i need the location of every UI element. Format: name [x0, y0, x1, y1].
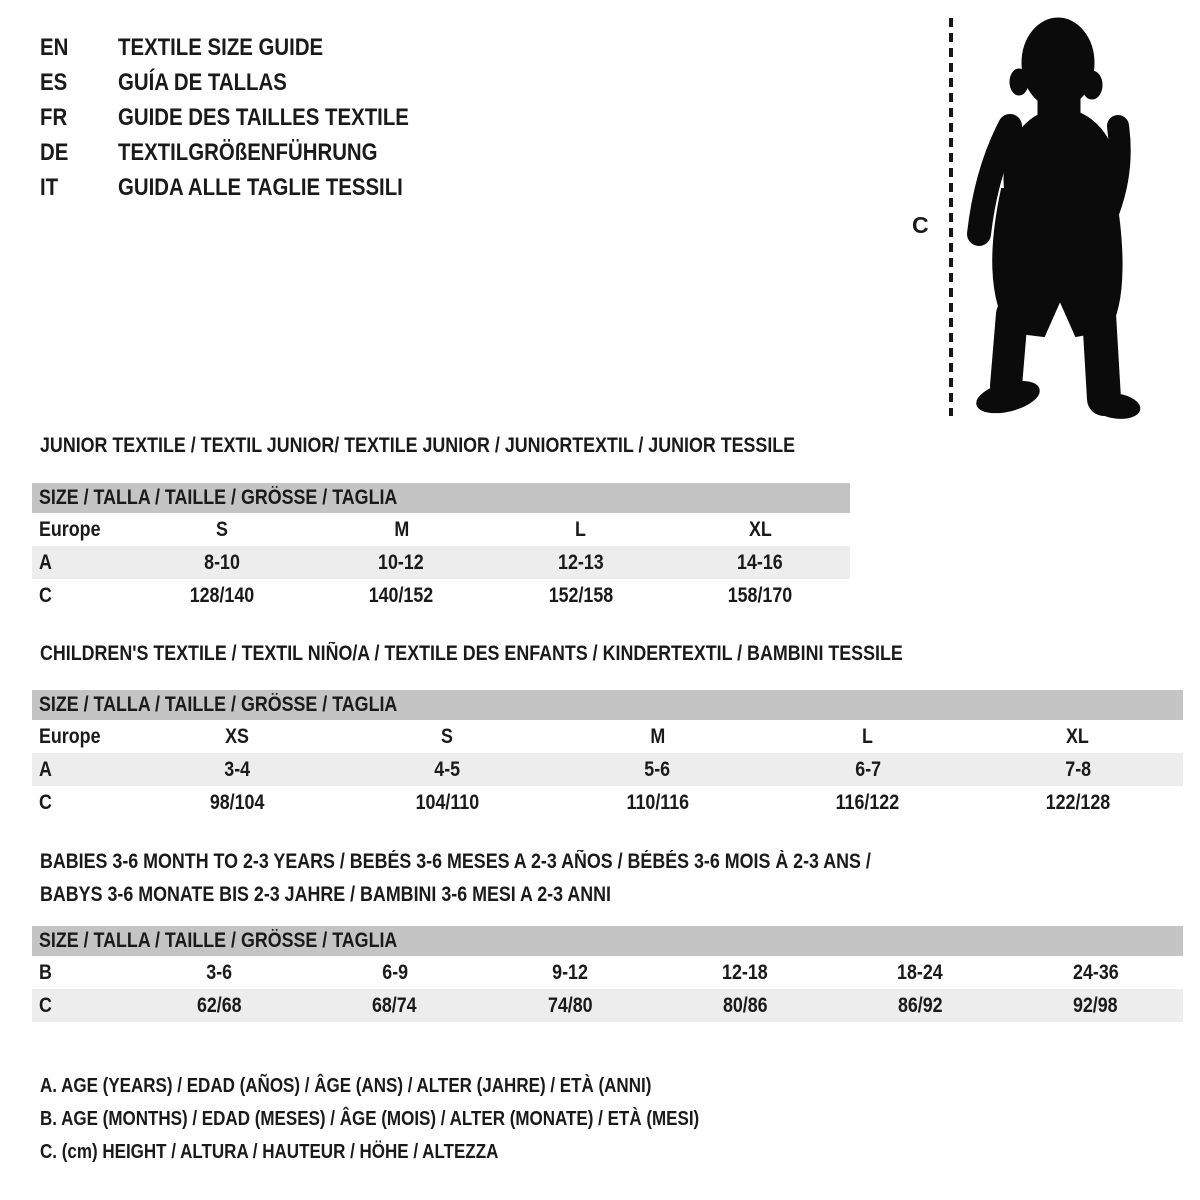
- table-cell: [671, 551, 851, 575]
- cell-text: L: [575, 517, 587, 541]
- cell-text: C: [39, 993, 52, 1017]
- table-row: [32, 989, 1183, 1022]
- language-code: FR: [40, 103, 68, 131]
- footnote-b: [40, 1105, 816, 1138]
- babies-section-title-line1: [40, 850, 1018, 874]
- cell-text: 4-5: [434, 757, 461, 781]
- babies-section-title-text2: BABYS 3-6 MONATE BIS 2-3 JAHRE / BAMBINI 3-6 MESI A 2-3 ANNI: [40, 883, 611, 906]
- table-cell: [307, 994, 482, 1018]
- row-label: [32, 518, 132, 542]
- table-cell: [552, 725, 762, 749]
- row-label: [32, 584, 132, 608]
- height-measure-label: C: [912, 212, 929, 238]
- cell-text: 14-16: [737, 550, 784, 574]
- cell-text: 68/74: [372, 993, 418, 1017]
- table-cell: [132, 551, 312, 575]
- cell-text: C: [39, 790, 52, 814]
- row-label: [32, 961, 132, 985]
- babies-section-title-line2: [40, 883, 712, 907]
- size-header-row: [32, 926, 1183, 956]
- language-code: DE: [40, 138, 69, 166]
- table-cell: [491, 584, 671, 608]
- children-size-table: [32, 690, 1183, 819]
- cell-text: L: [862, 724, 874, 748]
- cell-text: SIZE / TALLA / TAILLE / GRÖSSE / TAGLIA: [39, 693, 398, 716]
- cell-text: 116/122: [835, 790, 900, 814]
- table-cell: [491, 518, 671, 542]
- cell-text: 128/140: [189, 583, 255, 607]
- cell-text: 18-24: [897, 960, 944, 984]
- footnote-a: [40, 1072, 816, 1105]
- table-cell: [973, 758, 1183, 782]
- cell-text: 7-8: [1064, 757, 1091, 781]
- guide-title: TEXTILE SIZE GUIDE: [118, 33, 324, 61]
- cell-text: 8-10: [203, 550, 240, 574]
- table-cell: [132, 518, 312, 542]
- cell-text: 104/110: [415, 790, 480, 814]
- table-cell: [342, 758, 552, 782]
- language-code: ES: [40, 68, 68, 96]
- table-cell: [491, 551, 671, 575]
- table-row: [32, 546, 850, 579]
- table-cell: [763, 725, 973, 749]
- cell-text: 3-4: [224, 757, 250, 781]
- cell-text: 9-12: [552, 960, 588, 984]
- footnote-b-text: B. AGE (MONTHS) / EDAD (MESES) / ÂGE (MOIS) / ALTER (MONATE) / ETÀ (MESI): [40, 1108, 700, 1130]
- table-cell: [658, 961, 833, 985]
- footnote-a-text: A. AGE (YEARS) / EDAD (AÑOS) / ÂGE (ANS) / ALTER (JAHRE) / ETÀ (ANNI): [40, 1075, 652, 1097]
- footnote-c: [40, 1138, 816, 1171]
- table-cell: [342, 725, 552, 749]
- row-label: [32, 758, 132, 782]
- junior-section-title-text: JUNIOR TEXTILE / TEXTIL JUNIOR/ TEXTILE JUNIOR / JUNIORTEXTIL / JUNIOR TESSILE: [40, 434, 796, 457]
- table-cell: [973, 725, 1183, 749]
- table-cell: [763, 791, 973, 815]
- table-cell: [833, 961, 1008, 985]
- row-label: [32, 994, 132, 1018]
- language-code: EN: [40, 33, 69, 61]
- cell-text: 86/92: [897, 993, 943, 1017]
- cell-text: 122/128: [1045, 790, 1111, 814]
- cell-text: Europe: [39, 724, 101, 748]
- guide-title: TEXTILGRÖßENFÜHRUNG: [118, 138, 378, 166]
- table-cell: [552, 791, 762, 815]
- cell-text: 3-6: [206, 960, 233, 984]
- cell-text: B: [39, 960, 52, 984]
- children-section-title-text: CHILDREN'S TEXTILE / TEXTIL NIÑO/A / TEXTILE DES ENFANTS / KINDERTEXTIL / BAMBINI TESSILE: [40, 642, 903, 665]
- table-cell: [1008, 994, 1183, 1018]
- table-cell: [132, 584, 312, 608]
- table-row: [32, 786, 1183, 819]
- legend-footnotes: [40, 1072, 816, 1171]
- cell-text: 12-18: [722, 960, 768, 984]
- table-cell: [132, 758, 342, 782]
- table-row: [32, 513, 850, 546]
- cell-text: C: [39, 583, 52, 607]
- table-cell: [312, 584, 492, 608]
- cell-text: SIZE / TALLA / TAILLE / GRÖSSE / TAGLIA: [39, 929, 398, 952]
- cell-text: 5-6: [644, 757, 671, 781]
- cell-text: 80/86: [722, 993, 768, 1017]
- guide-title: GUÍA DE TALLAS: [118, 68, 287, 96]
- cell-text: 6-7: [854, 757, 881, 781]
- table-cell: [132, 725, 342, 749]
- table-cell: [482, 961, 657, 985]
- cell-text: M: [393, 517, 409, 541]
- language-row-it: [40, 170, 460, 205]
- table-cell: [763, 758, 973, 782]
- cell-text: A: [39, 550, 52, 574]
- cell-text: 10-12: [378, 550, 425, 574]
- table-cell: [132, 994, 307, 1018]
- cell-text: 110/116: [626, 790, 689, 814]
- table-cell: [342, 791, 552, 815]
- cell-text: 62/68: [197, 993, 242, 1017]
- language-code: IT: [40, 173, 59, 201]
- cell-text: 158/170: [727, 583, 793, 607]
- cell-text: M: [650, 724, 665, 748]
- table-cell: [307, 961, 482, 985]
- junior-size-table: [32, 483, 850, 612]
- cell-text: XL: [1066, 724, 1090, 748]
- cell-text: XL: [748, 517, 772, 541]
- table-cell: [312, 518, 492, 542]
- cell-text: 6-9: [381, 960, 408, 984]
- cell-text: SIZE / TALLA / TAILLE / GRÖSSE / TAGLIA: [39, 486, 398, 509]
- row-label: [32, 725, 132, 749]
- table-cell: [552, 758, 762, 782]
- cell-text: 92/98: [1073, 993, 1118, 1017]
- cell-text: 24-36: [1072, 960, 1119, 984]
- size-header-row: [32, 483, 850, 513]
- table-cell: [1008, 961, 1183, 985]
- language-row-en: [40, 30, 460, 65]
- junior-section-title: [40, 434, 928, 458]
- footnote-c-text: C. (cm) HEIGHT / ALTURA / HAUTEUR / HÖHE / ALTEZZA: [40, 1141, 499, 1163]
- children-section-title: [40, 642, 1055, 666]
- table-row: [32, 579, 850, 612]
- cell-text: 140/152: [368, 583, 434, 607]
- cell-text: Europe: [39, 517, 101, 541]
- table-row: [32, 753, 1183, 786]
- cell-text: 98/104: [209, 790, 265, 814]
- table-cell: [132, 791, 342, 815]
- cell-text: XS: [225, 724, 249, 748]
- language-title-list: [40, 30, 460, 205]
- table-cell: [132, 961, 307, 985]
- row-label: [32, 791, 132, 815]
- table-cell: [671, 584, 851, 608]
- table-cell: [833, 994, 1008, 1018]
- cell-text: 152/158: [548, 583, 614, 607]
- size-header-row: [32, 690, 1183, 720]
- guide-title: GUIDE DES TAILLES TEXTILE: [118, 103, 409, 131]
- table-cell: [658, 994, 833, 1018]
- table-cell: [312, 551, 492, 575]
- cell-text: S: [441, 724, 454, 748]
- guide-title: GUIDA ALLE TAGLIE TESSILI: [118, 173, 403, 201]
- table-cell: [482, 994, 657, 1018]
- cell-text: 12-13: [557, 550, 604, 574]
- language-row-fr: [40, 100, 460, 135]
- cell-text: A: [39, 757, 52, 781]
- cell-text: 74/80: [547, 993, 593, 1017]
- height-measure-dashed-line: [949, 18, 953, 416]
- table-cell: [671, 518, 851, 542]
- toddler-silhouette-image: [966, 14, 1142, 424]
- babies-section-title-text1: BABIES 3-6 MONTH TO 2-3 YEARS / BEBÉS 3-6 MESES A 2-3 AÑOS / BÉBÉS 3-6 MOIS À 2-3 ANS /: [40, 850, 871, 873]
- language-row-es: [40, 65, 460, 100]
- cell-text: S: [215, 517, 228, 541]
- language-row-de: [40, 135, 460, 170]
- babies-size-table: [32, 926, 1183, 1022]
- table-row: [32, 956, 1183, 989]
- table-cell: [973, 791, 1183, 815]
- table-row: [32, 720, 1183, 753]
- row-label: [32, 551, 132, 575]
